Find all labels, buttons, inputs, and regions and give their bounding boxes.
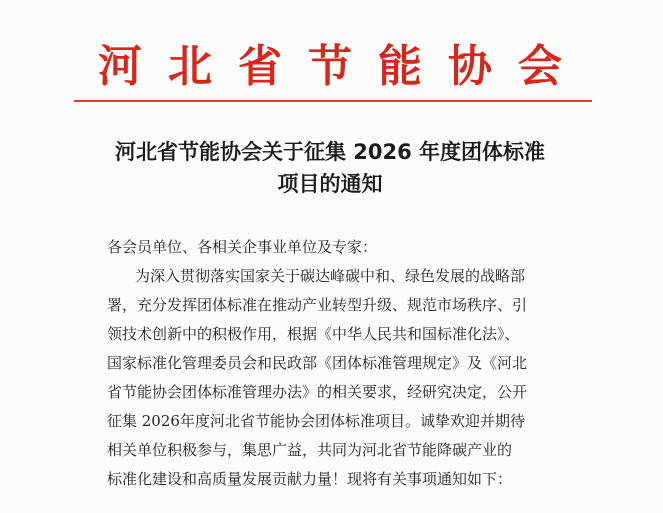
- body-line-6: 征集 2026年度河北省节能协会团体标准项目。诚挚欢迎并期待: [107, 412, 525, 430]
- body-line-1: 为深入贯彻落实国家关于碳达峰碳中和、绿色发展的战略部: [135, 267, 526, 285]
- notice-salutation: 各会员单位、各相关企事业单位及专家：: [107, 238, 378, 256]
- notice-title-line-1: 河北省节能协会关于征集 2026 年度团体标准: [114, 140, 546, 164]
- body-line-5: 省节能协会团体标准管理办法》的相关要求，经研究决定，公开: [107, 383, 528, 401]
- notice-title-line-2: 项目的通知: [277, 172, 383, 196]
- letterhead-red-rule: [74, 100, 592, 102]
- body-line-2: 署，充分发挥团体标准在推动产业转型升级、规范市场秩序、引: [107, 296, 528, 314]
- letterhead-org-name: 河北省节能协会: [98, 41, 588, 92]
- body-line-8: 标准化建设和高质量发展贡献力量！现将有关事项通知如下：: [107, 470, 513, 488]
- body-line-4: 国家标准化管理委员会和民政部《团体标准管理规定》及《河北: [107, 354, 528, 372]
- body-line-7: 相关单位积极参与，集思广益，共同为河北省节能降碳产业的: [107, 441, 513, 459]
- body-line-3: 领技术创新中的积极作用，根据《中华人民共和国标准化法》、: [107, 325, 520, 343]
